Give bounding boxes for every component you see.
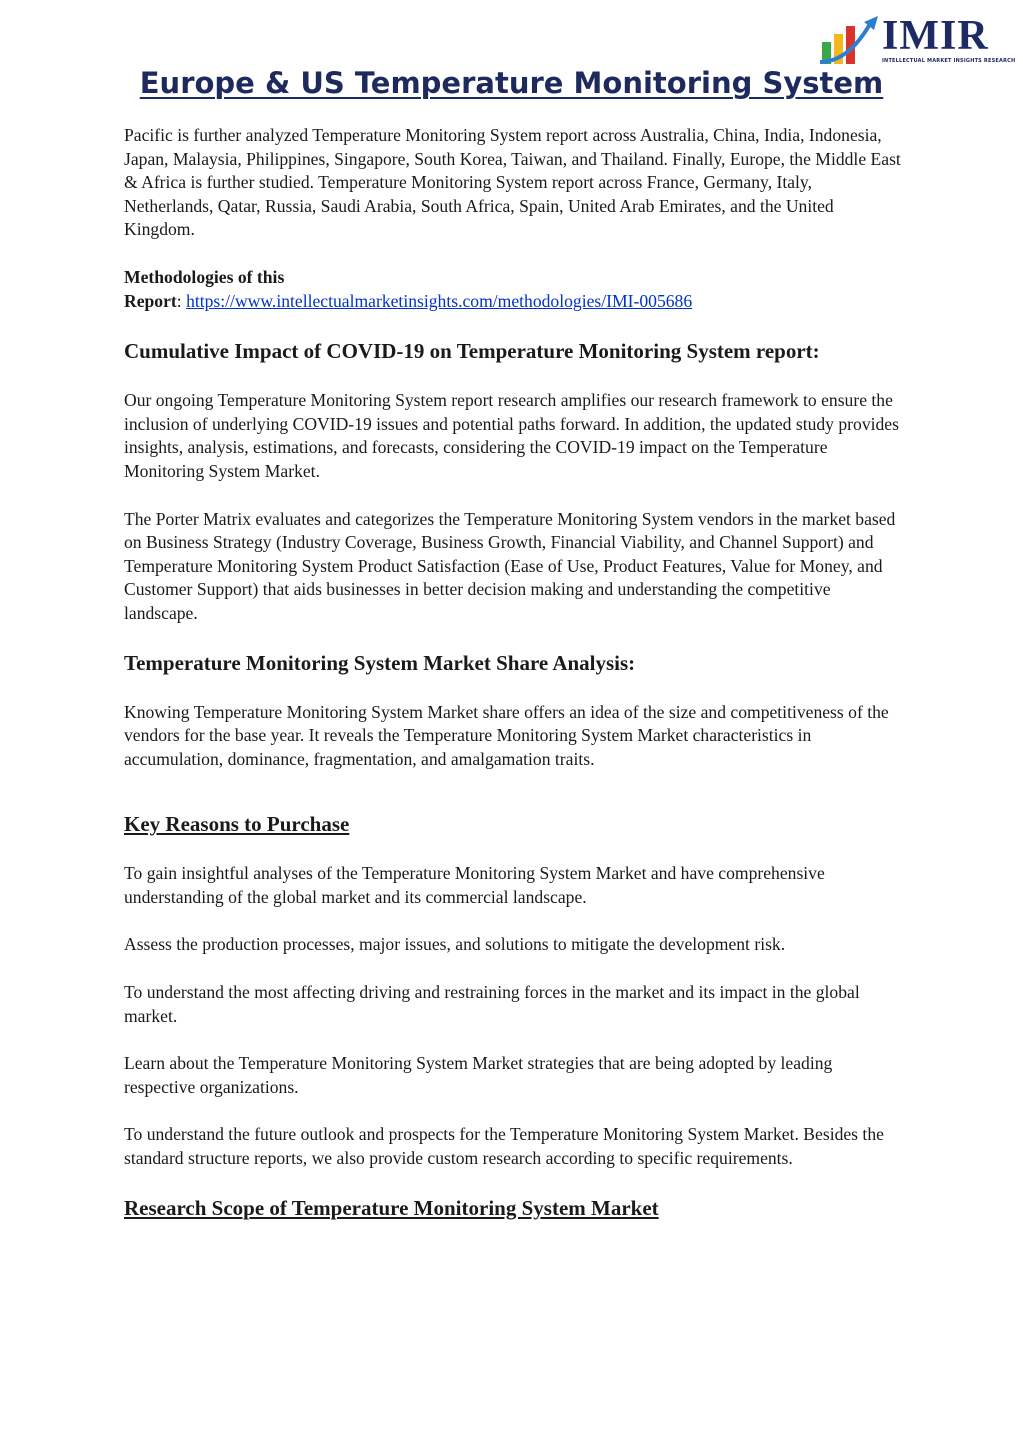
covid-heading: Cumulative Impact of COVID-19 on Temperature Monitoring System report: <box>124 339 820 364</box>
key-reasons-heading: Key Reasons to Purchase <box>124 812 350 837</box>
key-reason-item: Learn about the Temperature Monitoring System Market strategies that are being adopted by leading respective organizations. <box>124 1053 833 1097</box>
logo-subtitle: INTELLECTUAL MARKET INSIGHTS RESEARCH <box>882 58 1016 64</box>
company-logo <box>818 13 1016 70</box>
page-title: Europe & US Temperature Monitoring System <box>139 66 884 100</box>
methodologies-label-report: Report <box>124 290 177 311</box>
methodologies-label: Methodologies of this <box>124 266 285 287</box>
methodologies-link[interactable]: https://www.intellectualmarketinsights.com/methodologies/IMI-005686 <box>186 290 693 311</box>
market-share-paragraph: Knowing Temperature Monitoring System Market share offers an idea of the size and competitiveness of the vendors for the base year. It reveals the Temperature Monitoring System Market characteristics in accumulation, dominance, fragmentation, and amalgamation traits. <box>124 701 889 769</box>
methodologies-colon: : <box>176 290 182 311</box>
market-share-heading: Temperature Monitoring System Market Share Analysis: <box>124 650 636 675</box>
intro-paragraph: Pacific is further analyzed Temperature Monitoring System report across Australia, China, India, Indonesia, Japan, Malaysia, Philippines, Singapore, South Korea, Taiwan, and Thailand. Finally, Europe, the Middle East & Africa is further studied. Temperature Monitoring System report across France, Germany, Italy, Netherlands, Qatar, Russia, Saudi Arabia, South Africa, Spain, United Arab Emirates, and the United Kingdom. <box>124 125 901 240</box>
covid-paragraph-1: Our ongoing Temperature Monitoring System report research amplifies our research framework to ensure the inclusion of underlying COVID-19 issues and potential paths forward. In addition, the updated study provides insights, analysis, estimations, and forecasts, considering the COVID-19 impact on the Temperature Monitoring System Market. <box>124 390 899 481</box>
key-reason-item: Assess the production processes, major issues, and solutions to mitigate the development risk. <box>124 934 786 955</box>
key-reason-item: To gain insightful analyses of the Temperature Monitoring System Market and have comprehensive understanding of the global market and its commercial landscape. <box>124 863 825 907</box>
covid-paragraph-2: The Porter Matrix evaluates and categorizes the Temperature Monitoring System vendors in the market based on Business Strategy (Industry Coverage, Business Growth, Financial Viability, and Channel Support) and Temperature Monitoring System Product Satisfaction (Ease of Use, Product Features, Value for Money, and Customer Support) that aids businesses in better decision making and understanding the competitive landscape. <box>124 508 896 623</box>
research-scope-heading: Research Scope of Temperature Monitoring System Market <box>124 1195 659 1220</box>
document-body <box>124 124 904 1222</box>
key-reason-item: To understand the future outlook and prospects for the Temperature Monitoring System Market. Besides the standard structure reports, we also provide custom research according to specific requirements. <box>124 1124 884 1169</box>
logo-chart-icon <box>818 14 888 70</box>
methodologies-block <box>124 266 904 313</box>
key-reason-item: To understand the most affecting driving and restraining forces in the market and its impact in the global market. <box>124 982 860 1026</box>
logo-text: IMIR <box>882 13 989 59</box>
